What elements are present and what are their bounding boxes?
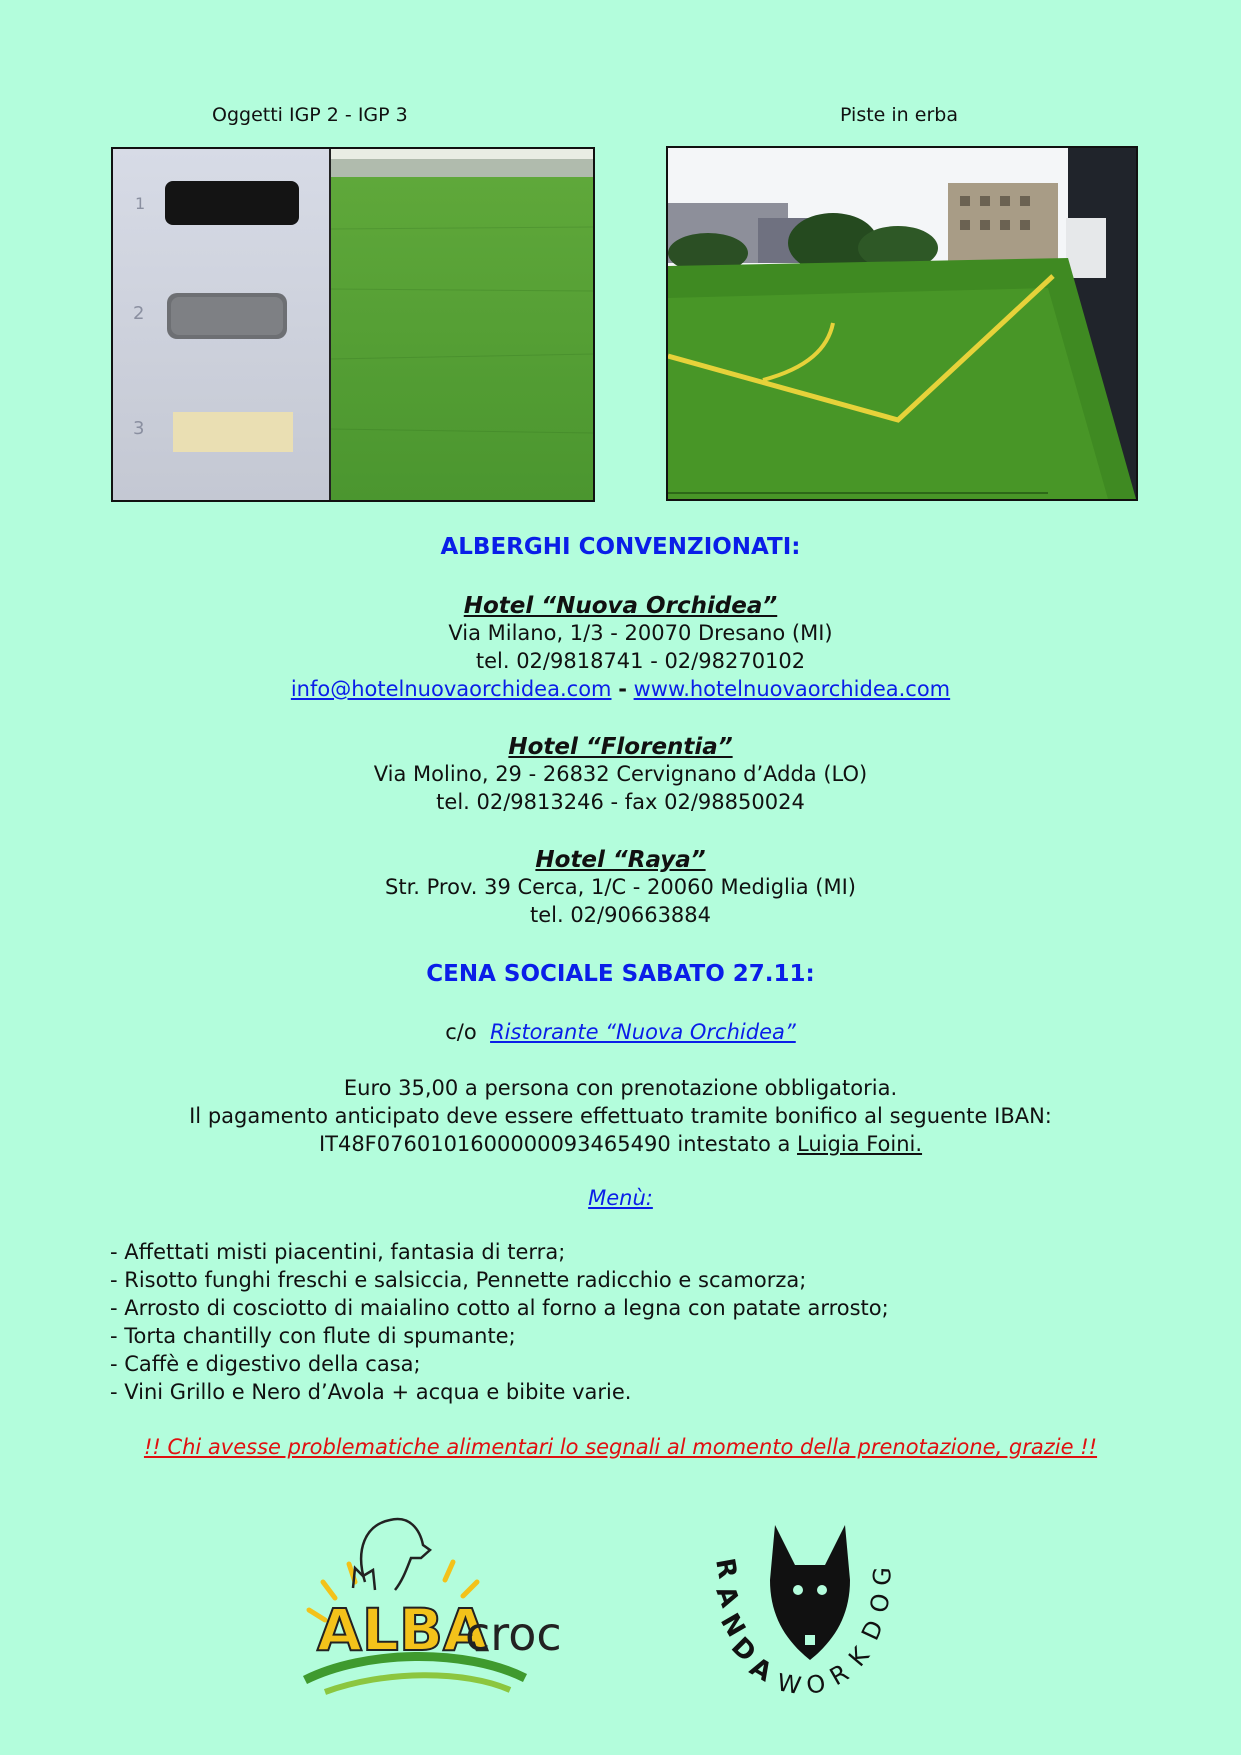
iban-text: IT48F0760101600000093465490 intestato a xyxy=(318,1132,791,1156)
svg-text:N: N xyxy=(713,1608,751,1643)
menu-item: - Risotto funghi freschi e salsiccia, Pennette radicchio e scamorza; xyxy=(110,1268,807,1292)
hotels-section-title: ALBERGHI CONVENZIONATI: xyxy=(440,534,801,560)
hotel-address: Via Molino, 29 - 26832 Cervignano d’Adda (LO) xyxy=(373,762,868,786)
hotel-email-link[interactable]: info@hotelnuovaorchidea.com xyxy=(290,677,612,701)
dietary-warning: !! Chi avesse problematiche alimentari lo segnali al momento della prenotazione, grazie !! xyxy=(143,1435,1098,1459)
left-photo-caption: Oggetti IGP 2 - IGP 3 xyxy=(212,104,408,126)
svg-text:O: O xyxy=(804,1669,828,1700)
grass-pitch-image xyxy=(668,148,1136,499)
hotel-phone: tel. 02/9813246 - fax 02/98850024 xyxy=(436,790,805,814)
contact-separator: - xyxy=(618,677,627,701)
svg-text:2: 2 xyxy=(133,303,145,324)
svg-text:ALBA: ALBA xyxy=(317,1596,488,1664)
svg-text:A: A xyxy=(709,1582,745,1612)
menu-title-link[interactable]: Menù: xyxy=(588,1186,653,1210)
menu-item: - Vini Grillo e Nero d’Avola + acqua e bibite varie. xyxy=(110,1380,632,1404)
menu-list xyxy=(110,1238,889,1406)
dinner-section-title: CENA SOCIALE SABATO 27.11: xyxy=(426,961,815,987)
svg-text:O: O xyxy=(864,1590,896,1616)
menu-item: - Torta chantilly con flute di spumante; xyxy=(110,1324,516,1348)
hotel-nuova-orchidea xyxy=(0,593,1241,703)
svg-text:W: W xyxy=(774,1668,804,1701)
payment-line: Il pagamento anticipato deve essere effettuato tramite bonifico al seguente IBAN: xyxy=(189,1104,1052,1128)
hotel-phone: tel. 02/90663884 xyxy=(529,903,712,927)
svg-text:G: G xyxy=(868,1566,897,1587)
grass-pitch-photo xyxy=(666,146,1138,501)
menu-item: - Affettati misti piacentini, fantasia di terra; xyxy=(110,1240,566,1264)
hotel-raya xyxy=(0,847,1241,929)
svg-text:D: D xyxy=(856,1615,890,1645)
svg-text:3: 3 xyxy=(133,418,145,439)
randaworkdog-logo-image xyxy=(700,1510,920,1710)
svg-text:R: R xyxy=(709,1556,743,1581)
account-holder: Luigia Foini. xyxy=(797,1132,923,1156)
hotel-website-link[interactable]: www.hotelnuovaorchidea.com xyxy=(633,677,951,701)
albacroc-logo xyxy=(295,1510,570,1700)
albacroc-logo-image xyxy=(295,1510,570,1700)
svg-text:A: A xyxy=(744,1652,777,1689)
svg-text:D: D xyxy=(725,1631,762,1669)
price-line: Euro 35,00 a persona con prenotazione obbligatoria. xyxy=(343,1076,898,1100)
svg-text:1: 1 xyxy=(135,194,146,213)
hotel-florentia xyxy=(0,734,1241,816)
igp-objects-photo xyxy=(111,147,595,502)
hotel-phone: tel. 02/9818741 - 02/98270102 xyxy=(475,649,806,673)
svg-text:K: K xyxy=(843,1641,875,1672)
hotel-name: Hotel “Nuova Orchidea” xyxy=(463,593,778,619)
hotel-address: Via Milano, 1/3 - 20070 Dresano (MI) xyxy=(448,621,833,645)
venue-prefix: c/o xyxy=(445,1020,477,1044)
menu-item: - Arrosto di cosciotto di maialino cotto al forno a legna con patate arrosto; xyxy=(110,1296,889,1320)
hotel-contacts xyxy=(0,675,1241,703)
dinner-venue xyxy=(0,1018,1241,1046)
svg-text:croc: croc xyxy=(465,1607,562,1661)
randaworkdog-logo xyxy=(700,1510,920,1710)
restaurant-link[interactable]: Ristorante “Nuova Orchidea” xyxy=(490,1020,796,1044)
menu-title xyxy=(0,1184,1241,1212)
dinner-payment-info xyxy=(0,1074,1241,1158)
svg-text:R: R xyxy=(825,1658,854,1692)
right-photo-caption: Piste in erba xyxy=(840,104,958,126)
hotel-address: Str. Prov. 39 Cerca, 1/C - 20060 Mediglia (MI) xyxy=(385,875,856,899)
igp-objects-image xyxy=(113,149,593,500)
hotel-name: Hotel “Florentia” xyxy=(508,734,733,760)
hotel-name: Hotel “Raya” xyxy=(535,847,706,873)
menu-item: - Caffè e digestivo della casa; xyxy=(110,1352,421,1376)
iban-line xyxy=(0,1130,1241,1158)
